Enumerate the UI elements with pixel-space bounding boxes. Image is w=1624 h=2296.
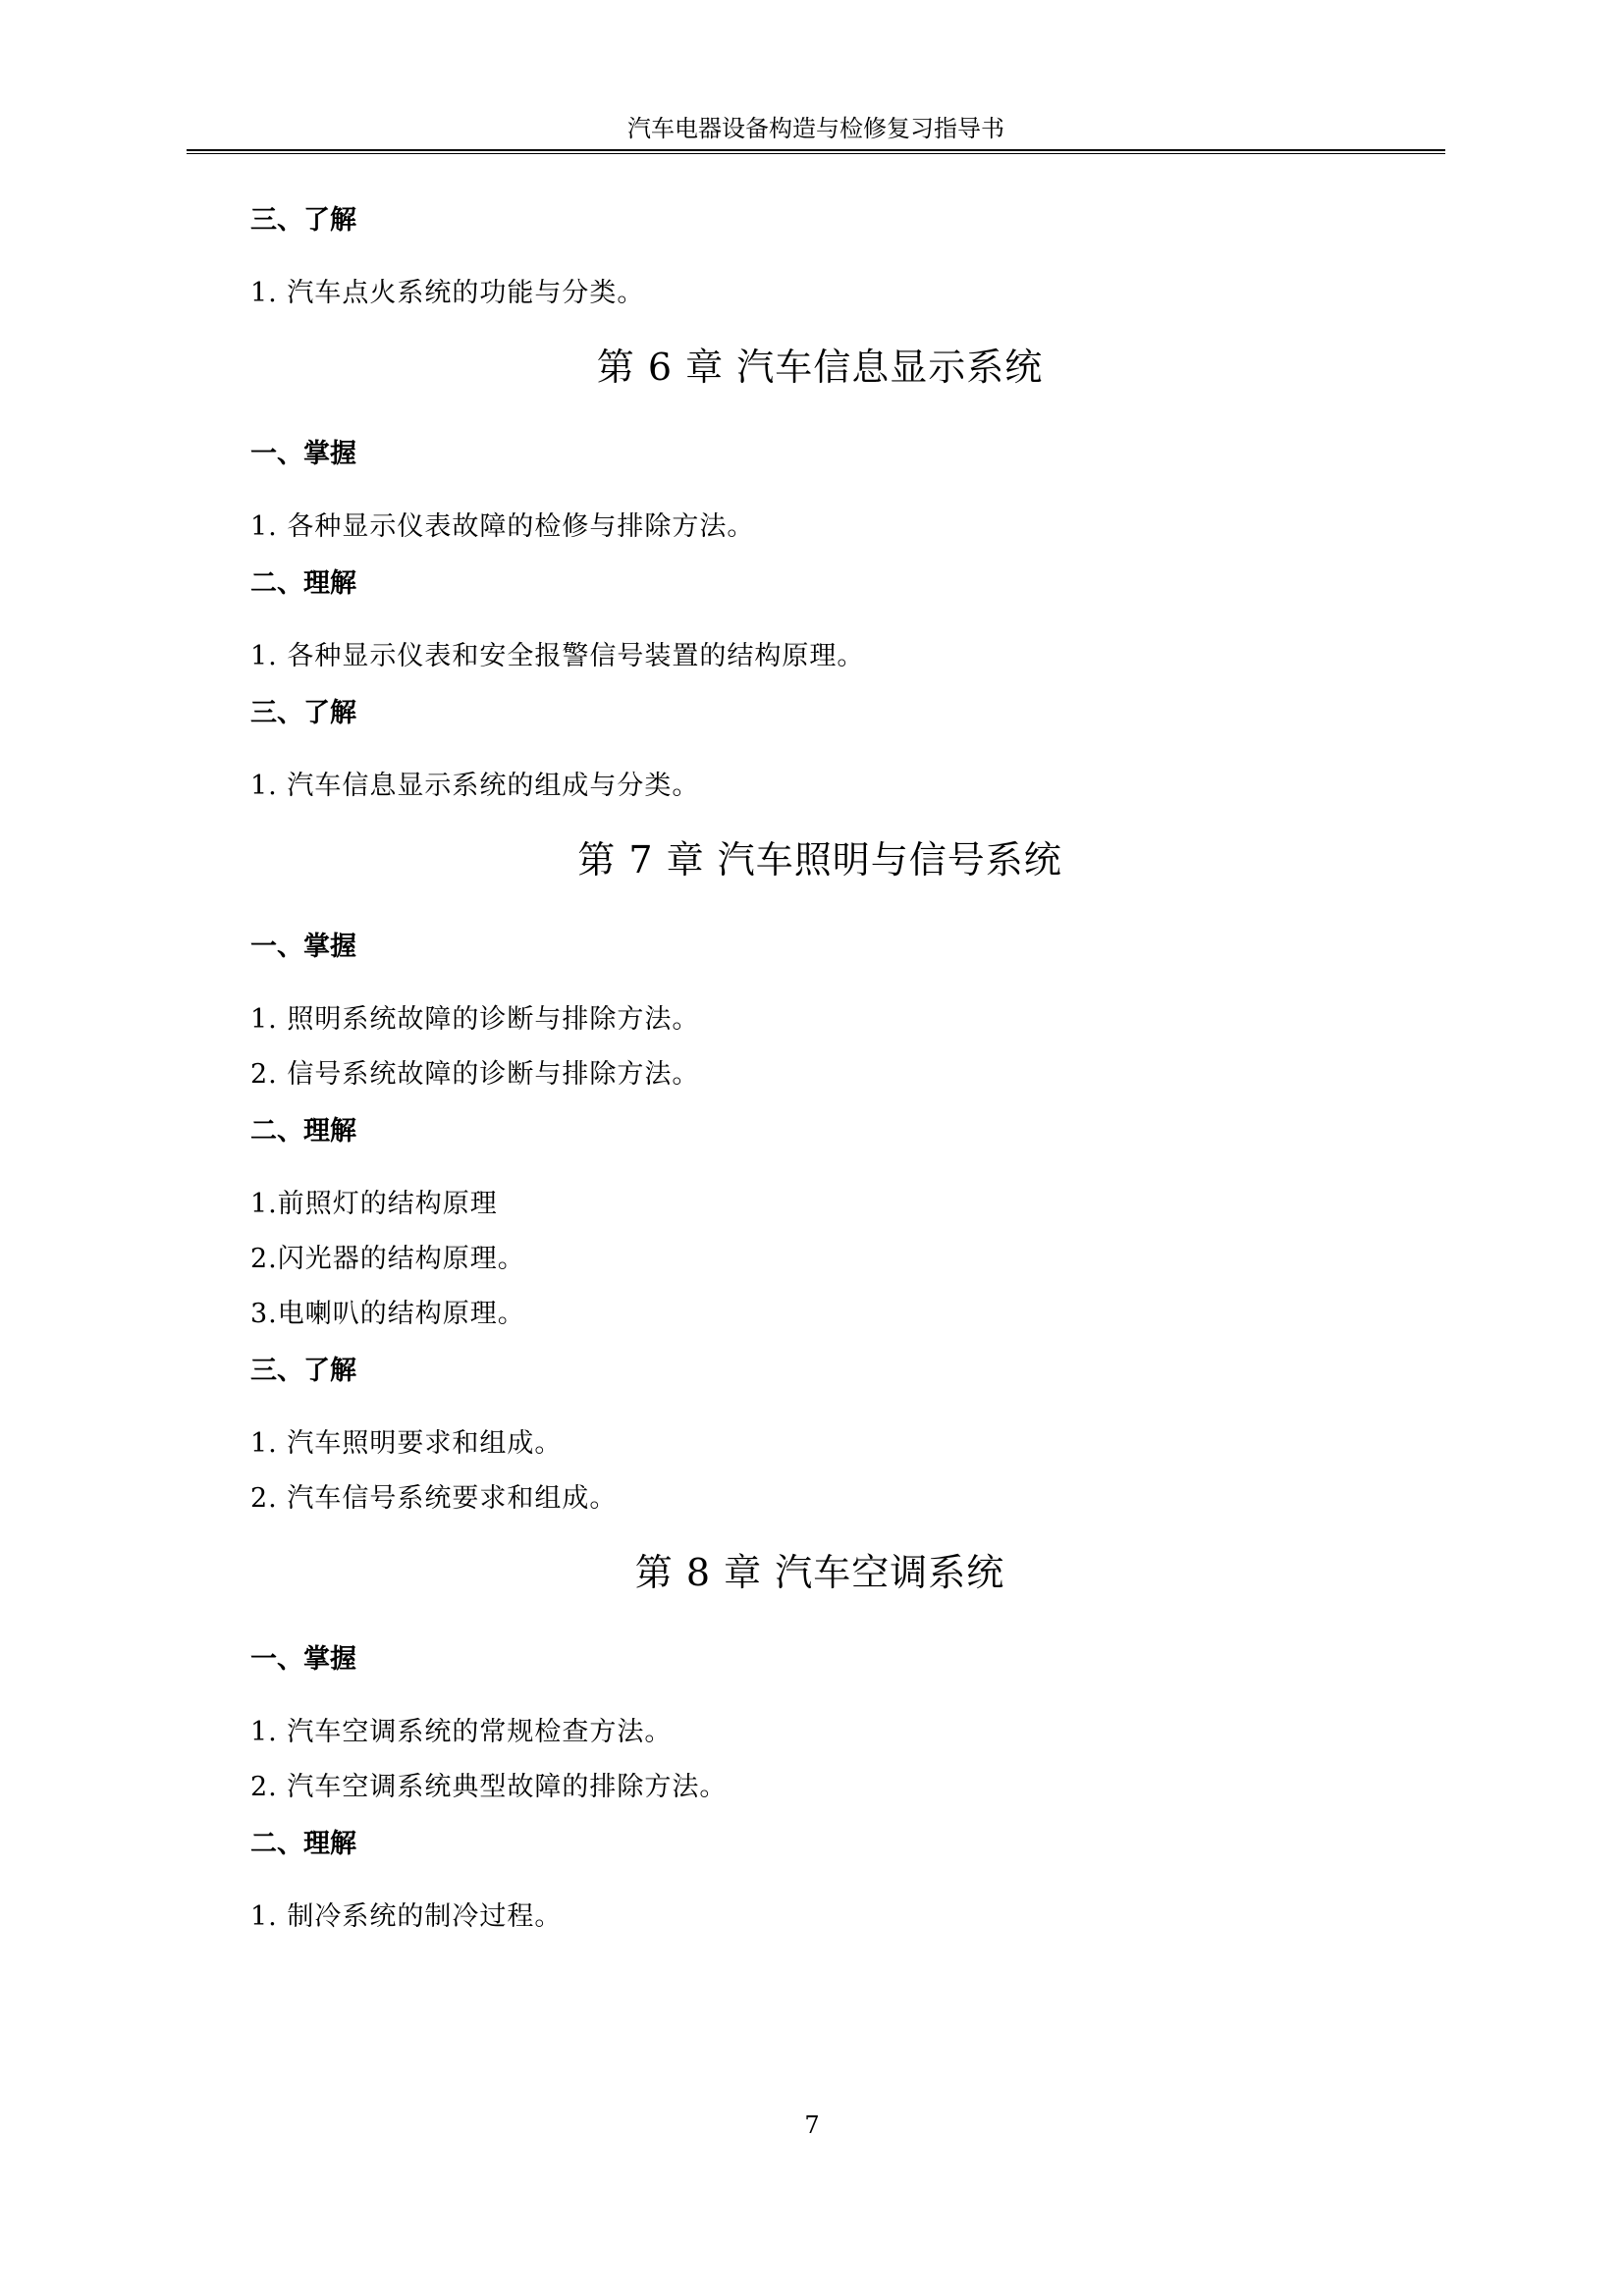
page-number: 7: [804, 2111, 820, 2139]
section-master: [250, 435, 1389, 547]
item-list: [250, 767, 1389, 806]
list-item: 1. 汽车信息显示系统的组成与分类。: [250, 771, 700, 801]
list-item: 2. 汽车空调系统典型故障的排除方法。: [250, 1772, 728, 1802]
item-list: [250, 1424, 1389, 1519]
item-list: [250, 637, 1389, 676]
list-item: 1. 汽车空调系统的常规检查方法。: [250, 1717, 673, 1747]
section-heading: 一、掌握: [250, 932, 356, 962]
section-know: [250, 1352, 1389, 1519]
list-item: 2. 汽车信号系统要求和组成。: [250, 1483, 618, 1514]
list-item: 2.闪光器的结构原理。: [250, 1244, 525, 1274]
item-list: [250, 1185, 1389, 1334]
item-list: [250, 507, 1389, 547]
section-understand: [250, 564, 1389, 676]
list-item: 1. 各种显示仪表故障的检修与排除方法。: [250, 511, 755, 542]
section-heading: 一、掌握: [250, 439, 356, 469]
chapter-7: [250, 835, 1389, 1519]
section-heading: 三、了解: [250, 1356, 356, 1386]
list-item: 1. 制冷系统的制冷过程。: [250, 1901, 563, 1932]
section-understand: [250, 1112, 1389, 1334]
section-heading: 三、了解: [250, 205, 356, 236]
section-know: [250, 694, 1389, 806]
list-item: 1. 汽车点火系统的功能与分类。: [250, 278, 645, 308]
section-heading: 二、理解: [250, 1829, 356, 1859]
list-item: 1.前照灯的结构原理: [250, 1189, 498, 1219]
list-item: 2. 信号系统故障的诊断与排除方法。: [250, 1059, 700, 1090]
section-heading: 二、理解: [250, 568, 356, 599]
item-list: [250, 1000, 1389, 1095]
item-list: [250, 1897, 1389, 1937]
chapter-title: 第 8 章 汽车空调系统: [634, 1551, 1005, 1594]
header-rule: [187, 149, 1445, 151]
section-heading: 一、掌握: [250, 1644, 356, 1675]
section-understand: [250, 1825, 1389, 1937]
section-master: [250, 1640, 1389, 1807]
list-item: 1. 各种显示仪表和安全报警信号装置的结构原理。: [250, 641, 865, 671]
running-header: 汽车电器设备构造与检修复习指导书: [627, 115, 1004, 142]
chapter-8: [250, 1548, 1389, 1937]
list-item: 3.电喇叭的结构原理。: [250, 1299, 525, 1329]
chapter-title: 第 6 章 汽车信息显示系统: [596, 346, 1044, 389]
chapter-6: [250, 343, 1389, 806]
list-item: 1. 汽车照明要求和组成。: [250, 1428, 563, 1459]
chapter-title: 第 7 章 汽车照明与信号系统: [577, 838, 1062, 881]
item-list: [250, 1713, 1389, 1807]
section-heading: 三、了解: [250, 698, 356, 728]
header-rule-thin: [187, 153, 1445, 154]
item-list: [250, 274, 1389, 313]
leading-section: [250, 201, 1389, 313]
list-item: 1. 照明系统故障的诊断与排除方法。: [250, 1004, 700, 1035]
section-heading: 二、理解: [250, 1116, 356, 1147]
document-body: [250, 201, 1389, 1954]
section-master: [250, 928, 1389, 1095]
